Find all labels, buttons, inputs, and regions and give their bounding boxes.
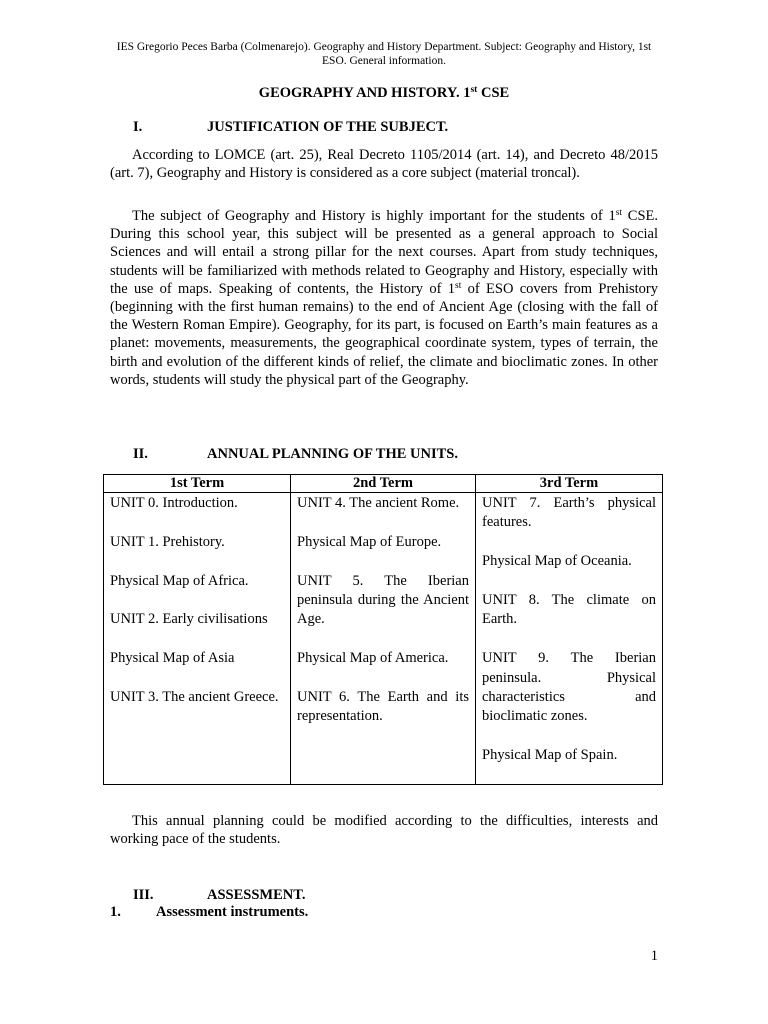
paragraph-text: of ESO covers from Prehistory (beginning with the first human remains) to the end of Ancient Age (closing with the fall of the Western Roman Empire). Geography, for its part, is focused on Earth’s main features as a planet: movements, measurements, the geographical coordinate system, types of terrain, the birth and evolution of the different kinds of relief, the climate and bioclimatic zones. In other words, students will study the physical part of the Geography. [110, 280, 659, 388]
term-2-cell [291, 493, 476, 785]
unit-item: Physical Map of Africa. [110, 572, 249, 589]
table-header-term-3: 3rd Term [476, 475, 663, 493]
annual-planning-table [103, 474, 663, 785]
section-heading-annual-planning [133, 446, 458, 463]
page-header: IES Gregorio Peces Barba (Colmenarejo). Geography and History Department. Subject: Geography and History, 1st ESO. General information. [116, 41, 652, 67]
unit-item: UNIT 6. The Earth and its representation. [297, 689, 469, 725]
table-header-term-1: 1st Term [104, 475, 291, 493]
ordinal-superscript: st [455, 280, 462, 291]
unit-item: Physical Map of America. [297, 650, 449, 667]
title-superscript: st [470, 85, 478, 95]
unit-item: UNIT 8. The climate on Earth. [482, 592, 656, 628]
section-label: ANNUAL PLANNING OF THE UNITS. [207, 446, 458, 462]
table-header-term-2: 2nd Term [291, 475, 476, 493]
section-number: II. [133, 446, 148, 462]
paragraph-legal-basis: According to LOMCE (art. 25), Real Decreto 1105/2014 (art. 14), and Decreto 48/2015 (art. 7), Geography and History is considered as a core subject (material troncal). [110, 147, 658, 182]
unit-item: UNIT 5. The Iberian peninsula during the Ancient Age. [297, 572, 469, 628]
term-1-cell [104, 493, 291, 785]
page-number: 1 [650, 948, 658, 964]
section-label: JUSTIFICATION OF THE SUBJECT. [207, 119, 449, 135]
document-title [110, 85, 658, 102]
section-number: I. [133, 119, 143, 135]
section-number: III. [133, 887, 154, 903]
title-suffix: CSE [477, 85, 510, 101]
subsection-heading-assessment-instruments [110, 904, 308, 921]
paragraph-subject-description [110, 207, 658, 389]
table-header-row [104, 475, 663, 493]
unit-item: Physical Map of Oceania. [482, 553, 632, 570]
table-row [104, 493, 663, 785]
term-3-cell [476, 493, 663, 785]
paragraph-planning-note: This annual planning could be modified according to the difficulties, interests and working pace of the students. [110, 813, 658, 848]
unit-item: UNIT 3. The ancient Greece. [110, 688, 279, 705]
ordinal-superscript: st [615, 208, 623, 218]
unit-item: UNIT 1. Prehistory. [110, 533, 225, 550]
paragraph-text: CSE. During this school year, this subject will be presented as a general approach to Social Sciences and will entail a strong pillar for the next courses. Apart from study techniques, students will be familiarized with methods related to Geography and History, especially with the use of maps. Speaking of contents, the History of 1 [110, 208, 659, 297]
section-heading-justification [133, 119, 448, 136]
unit-item: UNIT 0. Introduction. [110, 495, 238, 511]
unit-item: Physical Map of Asia [110, 650, 235, 667]
section-label: ASSESSMENT. [207, 887, 306, 903]
unit-item: UNIT 4. The ancient Rome. [297, 495, 460, 511]
unit-item: Physical Map of Europe. [297, 533, 442, 550]
unit-item: UNIT 2. Early civilisations [110, 611, 268, 628]
unit-item: UNIT 9. The Iberian peninsula. Physical characteristics and bioclimatic zones. [482, 650, 656, 725]
subsection-label: Assessment instruments. [156, 904, 309, 920]
unit-item: UNIT 7. Earth’s physical features. [482, 495, 656, 531]
title-text: GEOGRAPHY AND HISTORY. 1 [258, 85, 471, 101]
section-heading-assessment [133, 887, 305, 904]
paragraph-text: The subject of Geography and History is highly important for the students of 1 [132, 208, 616, 224]
subsection-number: 1. [110, 904, 121, 920]
unit-item: Physical Map of Spain. [482, 747, 618, 764]
